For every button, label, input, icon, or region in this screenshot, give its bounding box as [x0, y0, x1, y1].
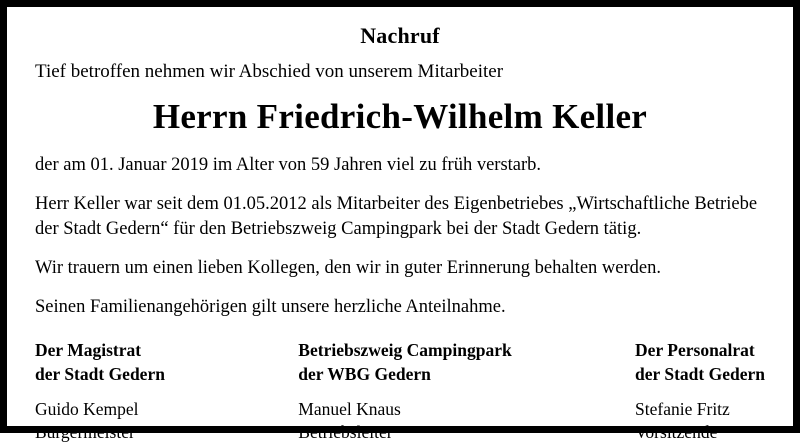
paragraph-condolence: Seinen Familienangehörigen gilt unsere herzliche Anteilnahme.: [35, 296, 506, 317]
signature-person-name: Guido Kempel: [35, 398, 139, 419]
layout-spacer: [35, 333, 765, 335]
signature-org: [298, 339, 511, 386]
signature-org-line1: Betriebszweig Campingpark: [298, 340, 512, 361]
signature-person: [35, 398, 165, 445]
signature-org-line2: der Stadt Gedern: [635, 363, 765, 384]
signature-person-role: Vorsitzende: [635, 422, 718, 443]
paragraph-death-date: der am 01. Januar 2019 im Alter von 59 Jahren viel zu früh verstarb.: [35, 155, 542, 175]
deceased-name: Herrn Friedrich-Wilhelm Keller: [152, 97, 648, 136]
signature-person-name: Manuel Knaus: [298, 398, 401, 419]
signature-org: [635, 339, 765, 386]
page-title: Nachruf: [360, 23, 440, 48]
signature-org-line1: Der Magistrat: [35, 340, 142, 361]
paragraph-mourning: Wir trauern um einen lieben Kollegen, den wir in guter Erinnerung behalten werden.: [35, 258, 661, 279]
signature-magistrat: [35, 339, 165, 445]
signature-org-line2: der WBG Gedern: [298, 363, 431, 384]
signature-campingpark: [298, 339, 511, 445]
signature-person: [635, 398, 765, 445]
intro-text: Tief betroffen nehmen wir Abschied von unserem Mitarbeiter: [35, 61, 504, 82]
signature-org-line1: Der Personalrat: [635, 340, 755, 361]
signature-person-name: Stefanie Fritz: [635, 398, 730, 419]
signature-block: [35, 339, 765, 445]
signature-org-line2: der Stadt Gedern: [35, 363, 165, 384]
signature-person-role: Betriebsleiter: [298, 422, 393, 443]
signature-person: [298, 398, 511, 445]
signature-person-role: Bürgermeister: [35, 422, 135, 443]
signature-org: [35, 339, 165, 386]
signature-personalrat: [635, 339, 765, 445]
paragraph-employment: Herr Keller war seit dem 01.05.2012 als Mitarbeiter des Eigenbetriebes „Wirtschaftliche Betriebe der Stadt Gedern“ für den Betriebszweig Campingpark bei der Stadt Gedern tätig.: [35, 194, 758, 239]
